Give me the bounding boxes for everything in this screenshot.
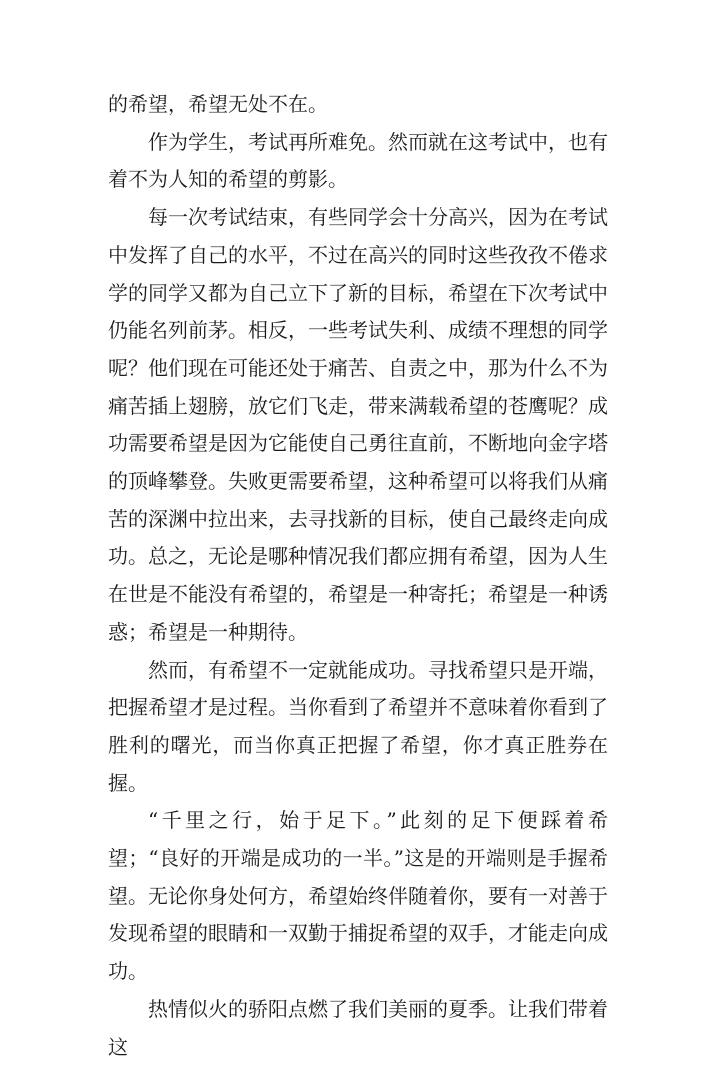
paragraph-summer: 热情似火的骄阳点燃了我们美丽的夏季。让我们带着这 xyxy=(108,996,608,1059)
paragraph-quotes: “千里之行，始于足下。”此刻的足下便踩着希望；“良好的开端是成功的一半。”这是的开端则是手握希望。无论你身处何方，希望始终伴随着你，要有一对善于发现希望的眼睛和一双勤于捕捉希望的双手，才能走向成功。 xyxy=(108,808,608,984)
body-text xyxy=(108,86,608,1066)
paragraph-after-exam: 每一次考试结束，有些同学会十分高兴，因为在考试中发挥了自己的水平，不过在高兴的同时这些孜孜不倦求学的同学又都为自己立下了新的目标，希望在下次考试中仍能名列前茅。相反，一些考试失利、成绩不理想的同学呢？他们现在可能还处于痛苦、自责之中，那为什么不为痛苦插上翅膀，放它们飞走，带来满载希望的苍鹰呢？成功需要希望是因为它能使自己勇往直前，不断地向金字塔的顶峰攀登。失败更需要希望，这种希望可以将我们从痛苦的深渊中拉出来，去寻找新的目标，使自己最终走向成功。总之，无论是哪种情况我们都应拥有希望，因为人生在世是不能没有希望的，希望是一种寄托；希望是一种诱惑；希望是一种期待。 xyxy=(108,205,608,644)
paragraph-exam-intro: 作为学生，考试再所难免。然而就在这考试中，也有着不为人知的希望的剪影。 xyxy=(108,129,608,192)
paragraph-grasp-hope: 然而，有希望不一定就能成功。寻找希望只是开端，把握希望才是过程。当你看到了希望并不意味着你看到了胜利的曙光，而当你真正把握了希望，你才真正胜券在握。 xyxy=(108,657,608,795)
paragraph-continuation: 的希望，希望无处不在。 xyxy=(108,92,328,116)
